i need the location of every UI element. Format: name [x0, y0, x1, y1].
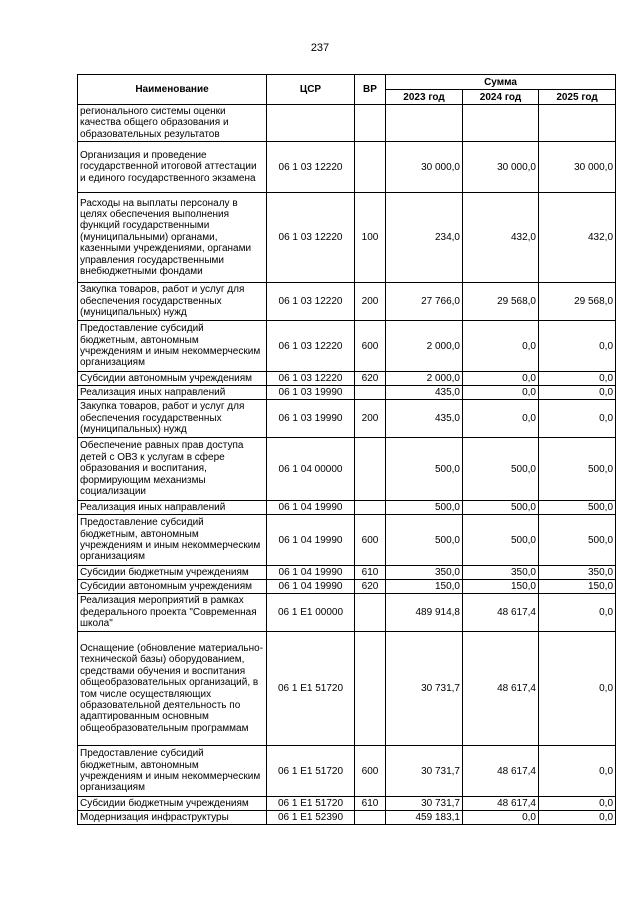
cell-sum-2023: 30 731,7: [386, 797, 463, 811]
table-row: [78, 594, 616, 632]
cell-sum-2024: 29 568,0: [463, 283, 539, 321]
cell-csr: [267, 105, 355, 142]
cell-vr: 620: [355, 580, 386, 594]
cell-sum-2024: 500,0: [463, 438, 539, 501]
cell-sum-2024: 350,0: [463, 566, 539, 580]
header-year-2023: 2023 год: [386, 90, 463, 105]
cell-vr: 200: [355, 283, 386, 321]
cell-vr: [355, 632, 386, 746]
cell-sum-2025: 500,0: [539, 438, 616, 501]
cell-name: Субсидии бюджетным учреждениям: [78, 797, 267, 811]
cell-sum-2023: 150,0: [386, 580, 463, 594]
cell-sum-2024: 48 617,4: [463, 746, 539, 797]
cell-sum-2023: 30 731,7: [386, 632, 463, 746]
cell-vr: [355, 594, 386, 632]
table-row: [78, 632, 616, 746]
cell-vr: 610: [355, 797, 386, 811]
cell-name: Реализация иных направлений: [78, 386, 267, 400]
cell-sum-2023: 350,0: [386, 566, 463, 580]
header-csr: ЦСР: [267, 75, 355, 105]
cell-sum-2025: 0,0: [539, 746, 616, 797]
table-row: [78, 501, 616, 515]
cell-name: Модернизация инфраструктуры: [78, 811, 267, 825]
cell-csr: 06 1 03 19990: [267, 400, 355, 438]
cell-name: Субсидии автономным учреждениям: [78, 580, 267, 594]
table-header: [78, 75, 616, 105]
cell-csr: 06 1 E1 51720: [267, 797, 355, 811]
table-row: [78, 580, 616, 594]
cell-sum-2025: 0,0: [539, 632, 616, 746]
header-vr: ВР: [355, 75, 386, 105]
cell-csr: 06 1 03 12220: [267, 372, 355, 386]
cell-name: Реализация иных направлений: [78, 501, 267, 515]
table-row: [78, 438, 616, 501]
cell-vr: [355, 142, 386, 193]
cell-sum-2024: 30 000,0: [463, 142, 539, 193]
cell-sum-2023: 489 914,8: [386, 594, 463, 632]
cell-sum-2025: 500,0: [539, 501, 616, 515]
table-row: [78, 142, 616, 193]
cell-sum-2023: [386, 105, 463, 142]
cell-csr: 06 1 03 12220: [267, 193, 355, 283]
cell-name: регионального системы оценки качества общего образования и образовательных результатов: [78, 105, 267, 142]
header-year-2025: 2025 год: [539, 90, 616, 105]
cell-sum-2025: 432,0: [539, 193, 616, 283]
table-row: [78, 515, 616, 566]
cell-csr: 06 1 03 12220: [267, 142, 355, 193]
cell-sum-2025: 350,0: [539, 566, 616, 580]
cell-sum-2023: 435,0: [386, 386, 463, 400]
cell-sum-2024: 48 617,4: [463, 632, 539, 746]
table-row: [78, 746, 616, 797]
cell-csr: 06 1 04 19990: [267, 566, 355, 580]
cell-sum-2024: 432,0: [463, 193, 539, 283]
cell-sum-2025: 0,0: [539, 372, 616, 386]
cell-sum-2024: 48 617,4: [463, 594, 539, 632]
cell-csr: 06 1 E1 00000: [267, 594, 355, 632]
cell-name: Реализация мероприятий в рамках федерального проекта "Современная школа": [78, 594, 267, 632]
cell-sum-2023: 459 183,1: [386, 811, 463, 825]
cell-sum-2024: 0,0: [463, 372, 539, 386]
table-body: [78, 105, 616, 825]
table-row: [78, 811, 616, 825]
cell-sum-2025: 0,0: [539, 386, 616, 400]
cell-name: Оснащение (обновление материально-технической базы) оборудованием, средствами обучения и воспитания общеобразовательных организаций, в том числе осуществляющих образовательной деятельность по адаптированным основным общеобразовательным программам: [78, 632, 267, 746]
header-sum: Сумма: [386, 75, 616, 90]
cell-sum-2023: 500,0: [386, 438, 463, 501]
cell-sum-2025: 29 568,0: [539, 283, 616, 321]
cell-sum-2025: 150,0: [539, 580, 616, 594]
cell-sum-2024: 500,0: [463, 501, 539, 515]
table-row: [78, 400, 616, 438]
cell-sum-2024: 0,0: [463, 400, 539, 438]
table-row: [78, 105, 616, 142]
cell-sum-2024: [463, 105, 539, 142]
cell-sum-2025: 500,0: [539, 515, 616, 566]
page-number: 237: [310, 42, 330, 54]
cell-vr: 600: [355, 746, 386, 797]
table-row: [78, 321, 616, 372]
cell-sum-2023: 500,0: [386, 501, 463, 515]
cell-vr: 100: [355, 193, 386, 283]
cell-sum-2024: 48 617,4: [463, 797, 539, 811]
cell-vr: 200: [355, 400, 386, 438]
cell-name: Обеспечение равных прав доступа детей с ОВЗ к услугам в сфере образования и воспитания, формирующим механизмы социализации: [78, 438, 267, 501]
cell-vr: 600: [355, 515, 386, 566]
cell-sum-2023: 435,0: [386, 400, 463, 438]
cell-csr: 06 1 04 00000: [267, 438, 355, 501]
cell-name: Предоставление субсидий бюджетным, автономным учреждениям и иным некоммерческим организациям: [78, 515, 267, 566]
cell-vr: 620: [355, 372, 386, 386]
cell-sum-2024: 0,0: [463, 811, 539, 825]
cell-sum-2024: 500,0: [463, 515, 539, 566]
table-row: [78, 372, 616, 386]
cell-vr: [355, 438, 386, 501]
cell-vr: [355, 386, 386, 400]
cell-sum-2023: 500,0: [386, 515, 463, 566]
cell-vr: [355, 105, 386, 142]
cell-sum-2024: 150,0: [463, 580, 539, 594]
cell-vr: [355, 811, 386, 825]
table-row: [78, 193, 616, 283]
cell-name: Закупка товаров, работ и услуг для обеспечения государственных (муниципальных) нужд: [78, 400, 267, 438]
table-row: [78, 386, 616, 400]
cell-sum-2023: 2 000,0: [386, 372, 463, 386]
cell-name: Расходы на выплаты персоналу в целях обеспечения выполнения функций государственными (муниципальными) органами, казенными учреждениями, органами управления государственными внебюджетными фондами: [78, 193, 267, 283]
cell-name: Предоставление субсидий бюджетным, автономным учреждениям и иным некоммерческим организациям: [78, 321, 267, 372]
cell-name: Закупка товаров, работ и услуг для обеспечения государственных (муниципальных) нужд: [78, 283, 267, 321]
cell-vr: 600: [355, 321, 386, 372]
cell-sum-2025: 0,0: [539, 321, 616, 372]
cell-name: Организация и проведение государственной итоговой аттестации и единого государственного экзамена: [78, 142, 267, 193]
cell-csr: 06 1 03 12220: [267, 283, 355, 321]
cell-sum-2023: 30 731,7: [386, 746, 463, 797]
cell-name: Субсидии бюджетным учреждениям: [78, 566, 267, 580]
cell-csr: 06 1 04 19990: [267, 501, 355, 515]
table-row: [78, 566, 616, 580]
cell-vr: [355, 501, 386, 515]
cell-csr: 06 1 E1 51720: [267, 746, 355, 797]
cell-sum-2023: 27 766,0: [386, 283, 463, 321]
cell-csr: 06 1 03 12220: [267, 321, 355, 372]
cell-sum-2025: 0,0: [539, 797, 616, 811]
header-year-2024: 2024 год: [463, 90, 539, 105]
header-name: Наименование: [78, 75, 267, 105]
cell-csr: 06 1 E1 51720: [267, 632, 355, 746]
cell-sum-2025: 0,0: [539, 811, 616, 825]
cell-csr: 06 1 04 19990: [267, 580, 355, 594]
cell-sum-2023: 2 000,0: [386, 321, 463, 372]
cell-name: Предоставление субсидий бюджетным, автономным учреждениям и иным некоммерческим организациям: [78, 746, 267, 797]
cell-sum-2024: 0,0: [463, 386, 539, 400]
cell-name: Субсидии автономным учреждениям: [78, 372, 267, 386]
cell-vr: 610: [355, 566, 386, 580]
table-row: [78, 283, 616, 321]
cell-sum-2025: 0,0: [539, 400, 616, 438]
cell-sum-2025: 30 000,0: [539, 142, 616, 193]
cell-csr: 06 1 E1 52390: [267, 811, 355, 825]
cell-sum-2025: [539, 105, 616, 142]
cell-sum-2023: 30 000,0: [386, 142, 463, 193]
cell-sum-2024: 0,0: [463, 321, 539, 372]
table-row: [78, 797, 616, 811]
cell-sum-2023: 234,0: [386, 193, 463, 283]
cell-sum-2025: 0,0: [539, 594, 616, 632]
cell-csr: 06 1 04 19990: [267, 515, 355, 566]
cell-csr: 06 1 03 19990: [267, 386, 355, 400]
budget-table: [77, 74, 616, 825]
